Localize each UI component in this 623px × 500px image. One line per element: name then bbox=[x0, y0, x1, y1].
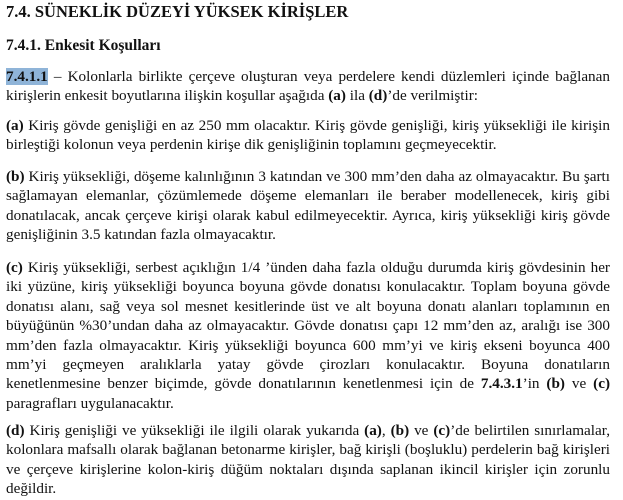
ref-b: (b) bbox=[546, 375, 565, 393]
item-d-text: Kiriş genişliği ve yüksekliği ile ilgili olarak yukarıda bbox=[24, 422, 365, 439]
item-a-paragraph bbox=[6, 116, 610, 155]
item-b-label: (b) bbox=[6, 168, 25, 185]
sep-2: ve bbox=[409, 422, 434, 439]
item-c-text-2: ’in bbox=[522, 375, 547, 393]
ref-c: (c) bbox=[593, 375, 610, 393]
subsection-title: 7.4.1. Enkesit Koşulları bbox=[6, 37, 161, 54]
ref-a: (a) bbox=[328, 87, 346, 105]
ref-a: (a) bbox=[364, 422, 382, 439]
ref-c: (c) bbox=[433, 422, 451, 439]
item-a-label: (a) bbox=[6, 117, 24, 134]
item-b-text: Kiriş yüksekliği, döşeme kalınlığının 3 katından ve 300 mm’den daha az olmayacaktır. Bu şartı sağlamayan elemanlar, çözümlemede döşeme elemanları ile beraber modellenecek, kiriş gibi donatılacak, ancak çerçeve kirişi olarak kabul edilmeyecektir. Ayrıca, kiriş yüksekliği kiriş gövde genişliğinin 3.5 katından fazla olmayacaktır. bbox=[6, 168, 610, 244]
item-d-label: (d) bbox=[6, 422, 25, 439]
item-b-paragraph bbox=[6, 167, 610, 245]
section-title: 7.4. SÜNEKLİK DÜZEYİ YÜKSEK KİRİŞLER bbox=[6, 2, 349, 21]
ref-b: (b) bbox=[390, 422, 410, 439]
item-c-paragraph bbox=[6, 258, 610, 413]
sep-1: , bbox=[381, 422, 391, 439]
intro-text-2: ila bbox=[345, 87, 369, 105]
item-d-paragraph bbox=[6, 421, 610, 499]
item-a-text: Kiriş gövde genişliği en az 250 mm olacaktır. Kiriş gövde genişliği, kiriş yüksekliği ile kirişin birleştiği kolonun veya perdenin kirişe dik genişliğinin toplamını geçmeyecektir. bbox=[6, 117, 610, 154]
intro-text-1: – Kolonlarla birlikte çerçeve oluşturan veya perdelere kendi düzlemleri içinde bağlanan kirişlerin enkesit boyutlarına ilişkin koşullar aşağıda bbox=[6, 68, 610, 105]
intro-paragraph bbox=[6, 67, 610, 106]
intro-text-3: ’de verilmiştir: bbox=[387, 87, 478, 105]
item-d-text-2: ’de belirtilen sınırlamalar, kolonlara mafsallı olarak bağlanan betonarme kirişler, bağ kirişli (boşluklu) perdelerin bağ kirişleri ve çerçeve kirişlerine kolon-kiriş düğüm noktaları dışında saplanan ikincil kirişler için zorunlu değildir. bbox=[6, 422, 610, 498]
item-c-text: Kiriş yüksekliği, serbest açıklığın 1/4 ’ünden daha fazla olduğu durumda kiriş gövdesinin her iki yüzüne, kiriş yüksekliği boyunca boyuna gövde donatısı konulacaktır. Toplam boyuna gövde donatısı alanı, sağ veya sol mesnet kesitlerinde üst ve alt boyuna donatı alanları toplamının en büyüğünün %30’undan daha az olmayacaktır. Gövde donatısı çapı 12 mm’den az, aralığı ise 300 mm’den fazla olmayacaktır. Kiriş yüksekliği boyunca 600 mm’yi ve kiriş ekseni boyunca 400 mm’yi geçmeyen aralıklarla yatay gövde çirozları konulacaktır. Boyuna donatıların kenetlenmesine benzer biçimde, gövde donatılarının kenetlenmesi için de bbox=[6, 259, 610, 393]
item-c-label: (c) bbox=[6, 259, 23, 276]
ref-clause-7431: 7.4.3.1 bbox=[480, 375, 523, 393]
item-c-text-3: ve bbox=[564, 375, 594, 393]
highlighted-clause-number[interactable]: 7.4.1.1 bbox=[6, 68, 48, 85]
item-c-text-4: paragrafları uygulanacaktır. bbox=[6, 394, 174, 412]
ref-d: (d) bbox=[368, 87, 388, 105]
